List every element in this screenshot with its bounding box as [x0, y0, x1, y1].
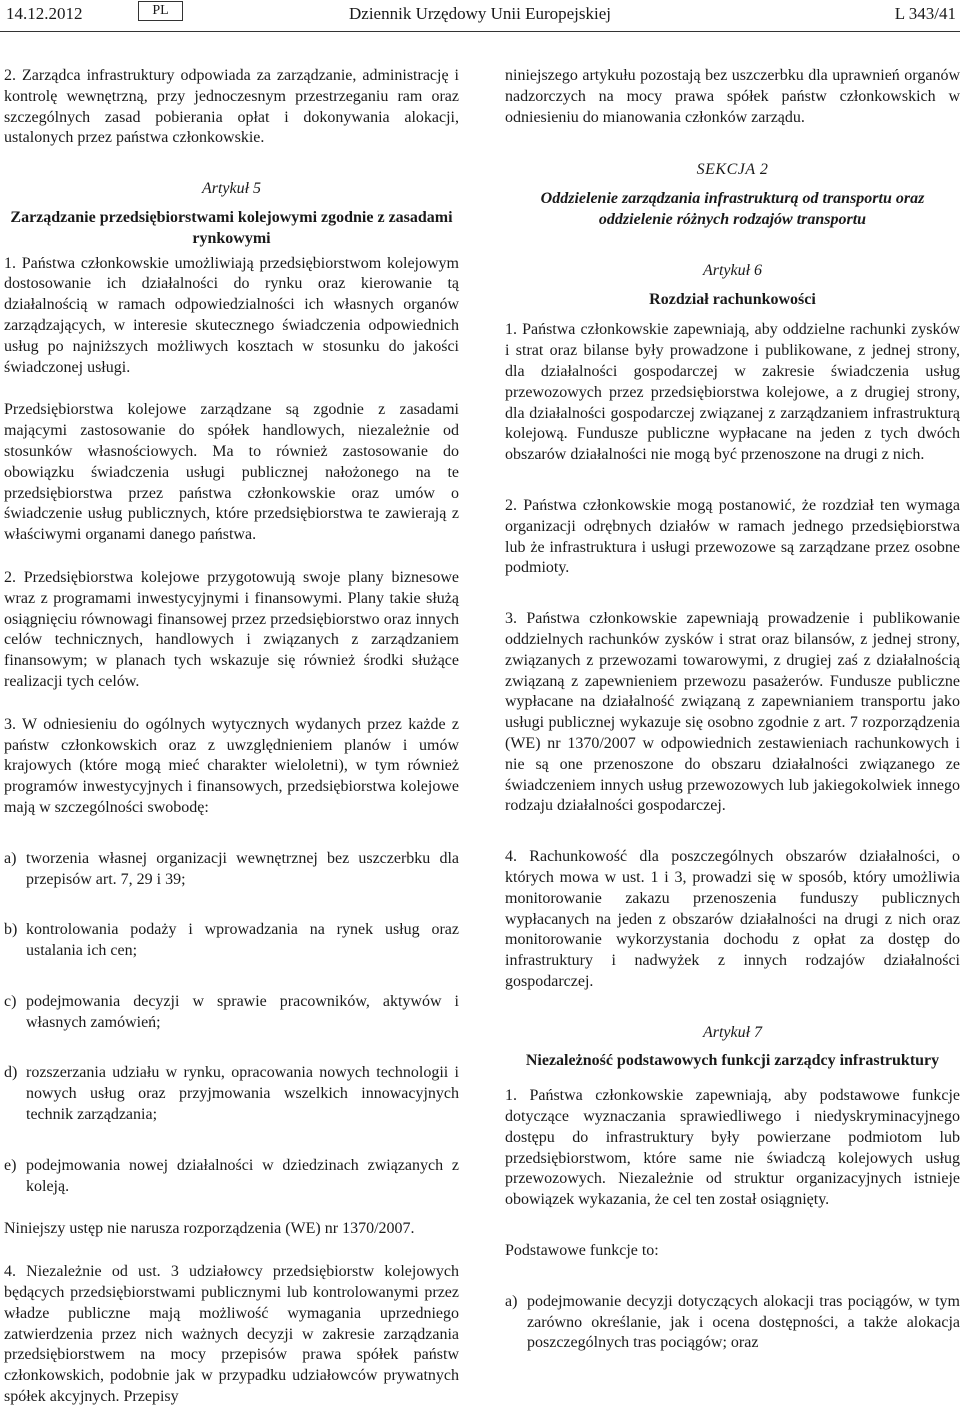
list-item-text: kontrolowania podaży i wprowadzania na rynek usług oraz ustalania ich cen; — [26, 921, 459, 960]
list-item — [4, 1156, 459, 1198]
paragraph: 2. Państwa członkowskie mogą postanowić, że rozdział ten wymaga organizacji odrębnych działów w ramach jednego przedsiębiorstwa lub że infrastruktura i usługi przewozowe są zarządzane przez osobne podmioty. — [505, 496, 960, 577]
paragraph: 2. Zarządca infrastruktury odpowiada za zarządzanie, administrację i kontrolę wewnętrzną, przy jednoczesnym przestrzeganiu ram oraz szczególnych zasad pobierania opłat i dokonywania alokacji, ustalonych przez państwa członkowskie. — [4, 67, 459, 147]
paragraph: 1. Państwa członkowskie umożliwiają przedsiębiorstwom kolejowym dostosowanie ich działalności do rynku oraz kierowanie tą działalnością w ramach odpowiedzialności ich własnych organów zarządzających, w interesie skutecznego świadczenia odpowiednich usług po najniższych możliwych kosztach w stosunku do jakości świadczonej usługi. — [4, 254, 459, 376]
paragraph: Przedsiębiorstwa kolejowe zarządzane są zgodnie z zasadami mającymi zastosowanie do spółek handlowych, niezależnie od stosunków własnościowych. Ma to również zastosowanie do obowiązku świadczenia usługi publicznej nałożonego na te przedsiębiorstwa przez państwa członkowskie oraz umów o świadczenie usług publicznych, które przedsiębiorstwa te zawierają z właściwymi organami danego państwa. — [4, 401, 459, 544]
list-item-text: tworzenia własnej organizacji wewnętrznej bez uszczerbku dla przepisów art. 7, 29 i 39; — [26, 849, 459, 888]
list-item — [4, 920, 459, 962]
list-item-text: podejmowanie decyzji dotyczących alokacji tras pociągów, w tym zarówno określanie, jak i ocena dostępności, a także alokacja poszczególnych tras pociągów; oraz — [527, 1292, 960, 1352]
list-item — [4, 992, 459, 1034]
list-item-text: podejmowania nowej działalności w dziedzinach związanych z koleją. — [26, 1156, 459, 1195]
paragraph: 1. Państwa członkowskie zapewniają, aby oddzielne rachunki zysków i strat oraz bilanse były prowadzone i publikowane, z jednej strony, dla działalności gospodarczej w zakresie świadczenia usług przewozowych przez przedsiębiorstwa kolejowe, a z drugiej strony, dla działalności gospodarczej związanej z zarządzaniem infrastrukturą kolejową. Fundusze publiczne wypłacane na jeden z tych dwóch obszarów działalności nie mogą być przenoszone na drugi z nich. — [505, 321, 960, 464]
list-item — [4, 849, 459, 891]
list-item-text: rozszerzania udziału w rynku, opracowania nowych technologii i nowych usług oraz przyjmowania wszelkich innowacyjnych technik zarządzania; — [26, 1064, 459, 1124]
header-divider — [0, 31, 960, 32]
paragraph: Niniejszy ustęp nie narusza rozporządzenia (WE) nr 1370/2007. — [4, 1220, 415, 1238]
publication-date: 14.12.2012 — [6, 4, 83, 23]
article-title: Niezależność podstawowych funkcji zarządcy infrastruktury — [525, 1052, 940, 1070]
article-heading: Artykuł 5 — [201, 180, 262, 198]
left-column — [4, 66, 459, 1408]
journal-title: Dziennik Urzędowy Unii Europejskiej — [349, 4, 612, 23]
page-number: L 343/41 — [894, 4, 956, 23]
list-item — [505, 1292, 960, 1354]
page-header — [0, 0, 960, 40]
paragraph: 3. Państwa członkowskie zapewniają prowadzenie i publikowanie oddzielnych rachunków zysków i strat oraz bilansów, z jednej strony, związanych z przewozami towarowymi, z drugiej zaś z działalnością związaną z zapewnieniem przewozu pasażerów. Fundusze publiczne wypłacane na działalność związaną z zapewnianiem transportu jako usługi publicznej wykazuje się osobno zgodnie z art. 7 rozporządzenia (WE) nr 1370/2007 w odpowiednich zestawieniach rachunkowych i nie są one przenoszone do obszaru działalności związanego ze świadczeniem innych usług przewozowych lub jakiegokolwiek innego rodzaju działalności gospodarczej. — [505, 610, 960, 815]
section-heading: SEKCJA 2 — [696, 161, 769, 179]
list-item-label: a) — [4, 849, 17, 867]
article-title: Rozdział rachunkowości — [649, 290, 816, 308]
list-item-text: podejmowania decyzji w sprawie pracowników, aktywów i własnych zamówień; — [26, 992, 459, 1031]
paragraph: niniejszego artykułu pozostają bez uszczerbku dla uprawnień organów nadzorczych na mocy prawa spółek państw członkowskich w odniesieniu do mianowania członków zarządu. — [505, 67, 960, 126]
list-item-label: b) — [4, 921, 18, 939]
list-item-label: d) — [4, 1064, 18, 1082]
article-heading: Artykuł 7 — [702, 1023, 763, 1041]
article-heading: Artykuł 6 — [702, 261, 763, 279]
paragraph: 4. Niezależnie od ust. 3 udziałowcy przedsiębiorstw kolejowych będących przedsiębiorstwami publicznymi lub kontrolowanymi przez władze publiczne mają możliwość wymagania uprzedniego zatwierdzenia przez nich ważnych decyzji w zakresie zarządzania przedsiębiorstwem na mocy przepisów prawa spółek państw członkowskich, podobnie jak w przypadku udziałowców prywatnych spółek akcyjnych. Przepisy — [4, 1263, 459, 1406]
paragraph: 2. Przedsiębiorstwa kolejowe przygotowują swoje plany biznesowe wraz z programami inwestycyjnymi i finansowymi. Plany takie służą osiągnięciu równowagi finansowej przez przedsiębiorstwo oraz innych celów technicznych, handlowych i związanych z zarządzaniem finansowym; w planach tych wskazuje się również środki służące realizacji tych celów. — [4, 568, 459, 690]
paragraph: Podstawowe funkcje to: — [505, 1242, 659, 1260]
right-column — [505, 66, 960, 1354]
paragraph: 1. Państwa członkowskie zapewniają, aby podstawowe funkcje dotyczące wyznaczania sprawiedliwego i niedyskryminacyjnego dostępu do infrastruktury były powierzane podmiotom lub przedsiębiorstwom, które same nie świadczą kolejowych usług przewozowych. Niezależnie od struktur organizacyjnych istnieje obowiązek wykazania, że cel ten został osiągnięty. — [505, 1087, 960, 1209]
paragraph: 4. Rachunkowość dla poszczególnych obszarów działalności, o których mowa w ust. 1 i 3, prowadzi się w sposób, który umożliwia monitorowanie zakazu przenoszenia funduszy publicznych wypłacanych na jeden z obszarów działalności na drugi z nich oraz monitorowanie wykorzystania dochodu z opłat za dostęp do infrastruktury i nadwyżek z innych rodzajów działalności gospodarczej. — [505, 848, 960, 990]
list-item-label: e) — [4, 1156, 17, 1174]
list-item-label: c) — [4, 992, 17, 1010]
paragraph: 3. W odniesieniu do ogólnych wytycznych wydanych przez każde z państw członkowskich oraz z uwzględnieniem planów i umów krajowych (które mogą mieć charakter wieloletni), w tym również programów inwestycyjnych i finansowych, przedsiębiorstwa kolejowe mają w szczególności swobodę: — [4, 715, 459, 816]
language-box: PL — [138, 1, 183, 21]
list-item — [4, 1063, 459, 1125]
list-item-label: a) — [505, 1292, 518, 1310]
article-title: Zarządzanie przedsiębiorstwami kolejowymi zgodnie z zasadami rynkowymi — [10, 208, 453, 247]
section-title: Oddzielenie zarządzania infrastrukturą od transportu oraz oddzielenie różnych rodzajów transportu — [540, 190, 925, 228]
